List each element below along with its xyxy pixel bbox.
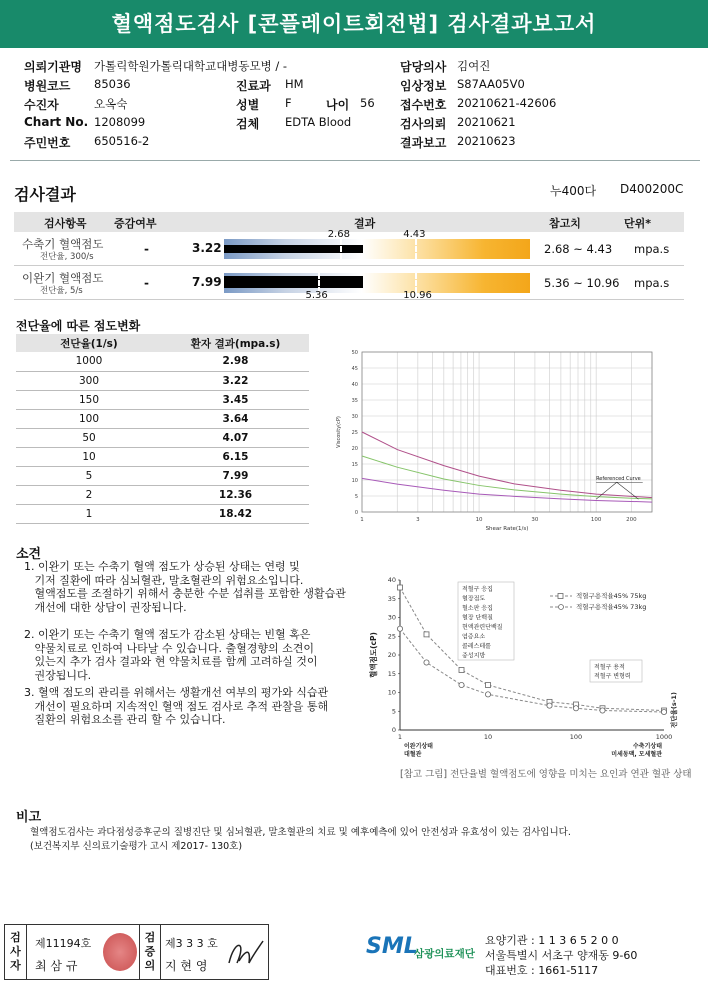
- shear-value: 4.07: [162, 428, 309, 447]
- shear-row: [16, 352, 309, 371]
- x-tick-label: 100: [590, 517, 602, 523]
- ref-point: [397, 626, 402, 631]
- right-info-label: 검사의뢰: [400, 117, 447, 131]
- result-bar: [224, 276, 363, 288]
- shear-value: 18.42: [162, 504, 309, 523]
- header-ref: 참고치: [549, 217, 581, 230]
- shear-row: [16, 447, 309, 466]
- ref-point: [424, 660, 429, 665]
- legend-label: 적혈구용적율45% 75kg: [576, 592, 647, 600]
- left-info-value: 오옥숙: [94, 97, 128, 111]
- factor-label: 혈장점도: [462, 595, 486, 603]
- result-name: 수축기 혈액점도: [22, 237, 104, 251]
- y-tick-label: 25: [387, 632, 396, 641]
- factor-box-left: [458, 582, 514, 660]
- mid-info-label: 검체: [236, 117, 260, 131]
- right-info-value: 김여진: [457, 59, 491, 73]
- inspector-no: 제11194호: [35, 937, 92, 950]
- factor-label: 적혈구 변형력: [594, 673, 631, 680]
- shear-rate: 1000: [16, 352, 162, 371]
- factor-box-right: [590, 660, 642, 682]
- inspector-name: 최 삼 규: [35, 959, 78, 973]
- left-info-label: 의뢰기관명: [24, 60, 82, 74]
- signature-box: [4, 924, 269, 980]
- x-tick-label: 1: [397, 733, 403, 741]
- remarks-line-2: (보건복지부 신의료기술평가 고시 제2017- 130호): [30, 841, 243, 852]
- result-sub: 전단율, 5/s: [40, 286, 83, 296]
- ref-point: [573, 706, 578, 711]
- shear-rate: 300: [16, 371, 162, 390]
- viscosity-curve-chart: [322, 340, 678, 540]
- x-right-label: 수축기상태: [633, 743, 662, 750]
- legend-label: 적혈구용적율45% 73kg: [576, 603, 647, 611]
- right-info-label: 접수번호: [400, 98, 447, 112]
- left-info-label: 수진자: [24, 98, 59, 112]
- seal-icon: [103, 933, 137, 971]
- y-tick-label: 5: [354, 494, 358, 500]
- findings-title: 소견: [16, 547, 42, 562]
- shear-header-row: [16, 334, 309, 352]
- result-bar: [224, 245, 363, 253]
- x-tick-label: 30: [531, 517, 539, 523]
- factor-label: 현액관련단백질: [462, 624, 503, 631]
- result-name: 이완기 혈액점도: [22, 271, 104, 285]
- shear-value: 12.36: [162, 485, 309, 504]
- x-left-label: 대혈관: [404, 751, 422, 758]
- logo-name: 삼광의료재단: [414, 948, 475, 960]
- shear-value: 3.45: [162, 390, 309, 409]
- result-code-1: 누400다: [550, 184, 597, 198]
- y-tick-label: 30: [387, 613, 396, 622]
- shear-rate: 10: [16, 447, 162, 466]
- x-tick-label: 1: [360, 517, 364, 523]
- x-tick-label: 100: [569, 733, 583, 741]
- result-ref: 2.68 ~ 4.43: [544, 242, 613, 256]
- result-row: [14, 266, 684, 300]
- x-tick-label: 3: [416, 517, 420, 523]
- shear-row: [16, 466, 309, 485]
- finding-item: 1. 이완기 또는 수축기 혈액 점도가 상승된 상태는 연령 및 기저 질환에 따라 심뇌혈관, 말초혈관의 위험요소입니다. 혈액점도를 조절하기 위해서 충분한 수분 섭취를 포함한 생활습관 개선에 대한 상담이 권장됩니다.: [24, 560, 346, 614]
- finding-item: 3. 혈액 점도의 관리를 위해서는 생활개선 여부의 평가와 식습관 개선이 필요하며 지속적인 혈액 점도 검사로 추적 관찰을 통해 질환의 위험요소를 관리 할 수 있습니다.: [24, 686, 329, 726]
- ref-point: [398, 585, 403, 590]
- y-tick-label: 35: [351, 398, 358, 404]
- shear-col-rate: 전단율(1/s): [16, 334, 162, 352]
- shear-rate: 2: [16, 485, 162, 504]
- result-sub: 전단율, 300/s: [40, 252, 94, 262]
- left-info-label: 주민번호: [24, 136, 71, 150]
- left-info-value: 85036: [94, 77, 131, 91]
- left-info-value: 1208099: [94, 115, 146, 129]
- shear-value: 6.15: [162, 447, 309, 466]
- ref-point: [486, 683, 491, 688]
- shear-title: 전단율에 따른 점도변화: [16, 319, 141, 333]
- shear-value: 3.64: [162, 409, 309, 428]
- header-result: 결과: [354, 217, 376, 230]
- right-info-value: 20210621: [457, 115, 516, 129]
- shear-row: [16, 409, 309, 428]
- result-change: -: [144, 276, 149, 290]
- y-tick-label: 25: [351, 430, 358, 436]
- remarks-title: 비고: [16, 810, 42, 825]
- x-right-label: 미세동맥, 모세혈관: [611, 751, 662, 758]
- shear-rate: 50: [16, 428, 162, 447]
- factor-label: 혈장 단백질: [462, 614, 493, 622]
- org-code: 요양기관 : 1 1 3 6 5 2 0 0: [485, 934, 619, 947]
- result-change: -: [144, 242, 149, 256]
- left-info-label: 병원코드: [24, 79, 71, 93]
- reference-figure: [362, 572, 682, 762]
- shear-rate: 5: [16, 466, 162, 485]
- inspector-label: [5, 925, 27, 979]
- factor-label: 염증요소: [462, 633, 486, 641]
- shear-value: 3.22: [162, 371, 309, 390]
- high-label: 10.96: [403, 290, 432, 301]
- y-tick-label: 40: [351, 382, 358, 388]
- x-tick-label: 200: [626, 517, 637, 523]
- shear-col-value: 환자 결과(mpa.s): [162, 334, 309, 352]
- ref-point: [600, 708, 605, 713]
- shear-row: [16, 428, 309, 447]
- shear-row: [16, 371, 309, 390]
- ref-point: [661, 709, 666, 714]
- right-info-label: 결과보고: [400, 136, 447, 150]
- results-title: 검사결과: [14, 185, 76, 204]
- right-info-value: 20210623: [457, 134, 516, 148]
- ref-point: [547, 703, 552, 708]
- y-tick-label: 45: [351, 366, 358, 372]
- result-unit: mpa.s: [634, 276, 670, 290]
- report-title: 혈액점도검사 [콘플레이트회전법] 검사결과보고서: [0, 0, 708, 48]
- result-value: 3.22: [192, 241, 222, 255]
- high-marker: [415, 239, 417, 259]
- factor-label: 적혈구 용적: [594, 664, 625, 671]
- result-code-2: D400200C: [620, 182, 684, 196]
- right-info-value: S87AA05V0: [457, 77, 525, 91]
- left-info-value: 650516-2: [94, 134, 150, 148]
- y-tick-label: 20: [387, 651, 396, 659]
- shear-rate: 100: [16, 409, 162, 428]
- shear-rate: 1: [16, 504, 162, 523]
- result-row: [14, 229, 684, 266]
- shear-value: 2.98: [162, 352, 309, 371]
- low-label: 5.36: [305, 290, 328, 301]
- right-info-label: 임상정보: [400, 79, 447, 93]
- annotation-label: Referenced Curve: [596, 476, 641, 482]
- ref-point: [424, 632, 429, 637]
- org-address: 서울특별시 서초구 양재동 9-60: [485, 949, 638, 962]
- y-tick-label: 20: [351, 446, 358, 452]
- result-ref: 5.36 ~ 10.96: [544, 276, 620, 290]
- x-left-label: 이완기상태: [404, 743, 433, 750]
- org-phone: 대표번호 : 1661-5117: [485, 964, 599, 977]
- signature-icon: [223, 933, 267, 973]
- shear-rate: 150: [16, 390, 162, 409]
- y-axis-label: Viscosity(cP): [336, 416, 342, 448]
- series-line-upper: [362, 432, 652, 498]
- y-right-label: 전단율(s-1): [670, 692, 678, 728]
- x-tick-label: 10: [475, 517, 483, 523]
- right-info-label: 담당의사: [400, 60, 447, 74]
- factor-label: 적혈구 응집: [462, 586, 493, 593]
- y-tick-label: 0: [391, 726, 396, 734]
- age-label: 나이: [326, 98, 350, 112]
- verifier-label-text: 검증의: [144, 931, 156, 972]
- high-label: 4.43: [403, 229, 426, 240]
- remarks-line-1: 혈액점도검사는 과다점성증후군의 질병진단 및 심뇌혈관, 말초혈관의 치료 및 예후예측에 있어 안전성과 유효성이 있는 검사입니다.: [30, 827, 571, 838]
- mid-info-label: 성별: [236, 98, 260, 112]
- shear-row: [16, 504, 309, 523]
- y-tick-label: 15: [351, 462, 358, 468]
- low-label: 2.68: [327, 229, 350, 240]
- divider: [10, 160, 700, 161]
- inspector-label-text: 검사자: [10, 931, 21, 972]
- x-tick-label: 1000: [655, 733, 673, 741]
- patient-info: [0, 50, 708, 155]
- mid-info-value: EDTA Blood: [285, 115, 352, 129]
- header-change: 증감여부: [114, 217, 157, 230]
- left-info-label: Chart No.: [24, 115, 89, 129]
- verifier-no: 제3 3 3 호: [165, 937, 218, 950]
- x-tick-label: 10: [483, 733, 493, 741]
- age-value: 56: [360, 96, 375, 110]
- finding-item: 2. 이완기 또는 수축기 혈액 점도가 감소된 상태는 빈혈 혹은 약물치료로 인하여 나타날 수 있습니다. 출혈경향의 소견이 있는지 추가 검사 결과와 현 약물치료를 함께 고려하실 것이 권장됩니다.: [24, 628, 318, 682]
- result-unit: mpa.s: [634, 242, 670, 256]
- reference-caption: [참고 그림] 전단율별 혈액점도에 영향을 미치는 요인과 연관 혈관 상태: [400, 769, 692, 780]
- ref-point: [459, 682, 464, 687]
- shear-row: [16, 390, 309, 409]
- shear-value: 7.99: [162, 466, 309, 485]
- shear-row: [16, 485, 309, 504]
- left-info-value: 가톨릭학원가톨릭대학교대병동모병 / -: [94, 59, 288, 73]
- ref-point: [459, 668, 464, 673]
- factor-label: 혈소판 응집: [462, 605, 493, 612]
- y-tick-label: 50: [351, 350, 358, 356]
- factor-label: 콜레스테롤: [462, 643, 491, 650]
- y-axis-label: 혈액점도(cP): [369, 632, 378, 678]
- y-tick-label: 35: [387, 594, 396, 603]
- ref-point: [485, 692, 490, 697]
- mid-info-value: F: [285, 96, 292, 110]
- verifier-label: [139, 925, 161, 979]
- shear-table: [16, 334, 309, 524]
- y-tick-label: 10: [351, 478, 358, 484]
- header-item: 검사항목: [44, 217, 87, 230]
- y-tick-label: 30: [351, 414, 358, 420]
- logo-mark: SML: [366, 934, 418, 959]
- legend-marker: [558, 594, 563, 599]
- logo: [366, 934, 476, 970]
- mid-info-value: HM: [285, 77, 304, 91]
- x-axis-label: Shear Rate(1/s): [485, 526, 529, 532]
- header-unit: 단위*: [624, 217, 652, 230]
- y-tick-label: 10: [387, 688, 396, 697]
- y-tick-label: 15: [387, 669, 396, 678]
- right-info-value: 20210621-42606: [457, 96, 557, 110]
- y-tick-label: 5: [391, 707, 396, 716]
- factor-label: 중성지방: [462, 652, 486, 660]
- mid-info-label: 진료과: [236, 79, 271, 93]
- legend-marker: [559, 605, 564, 610]
- y-tick-label: 0: [354, 510, 358, 516]
- legend: [550, 591, 646, 611]
- result-value: 7.99: [192, 275, 222, 289]
- verifier-name: 지 현 영: [165, 959, 208, 973]
- y-tick-label: 40: [387, 576, 396, 584]
- low-marker: [340, 239, 342, 259]
